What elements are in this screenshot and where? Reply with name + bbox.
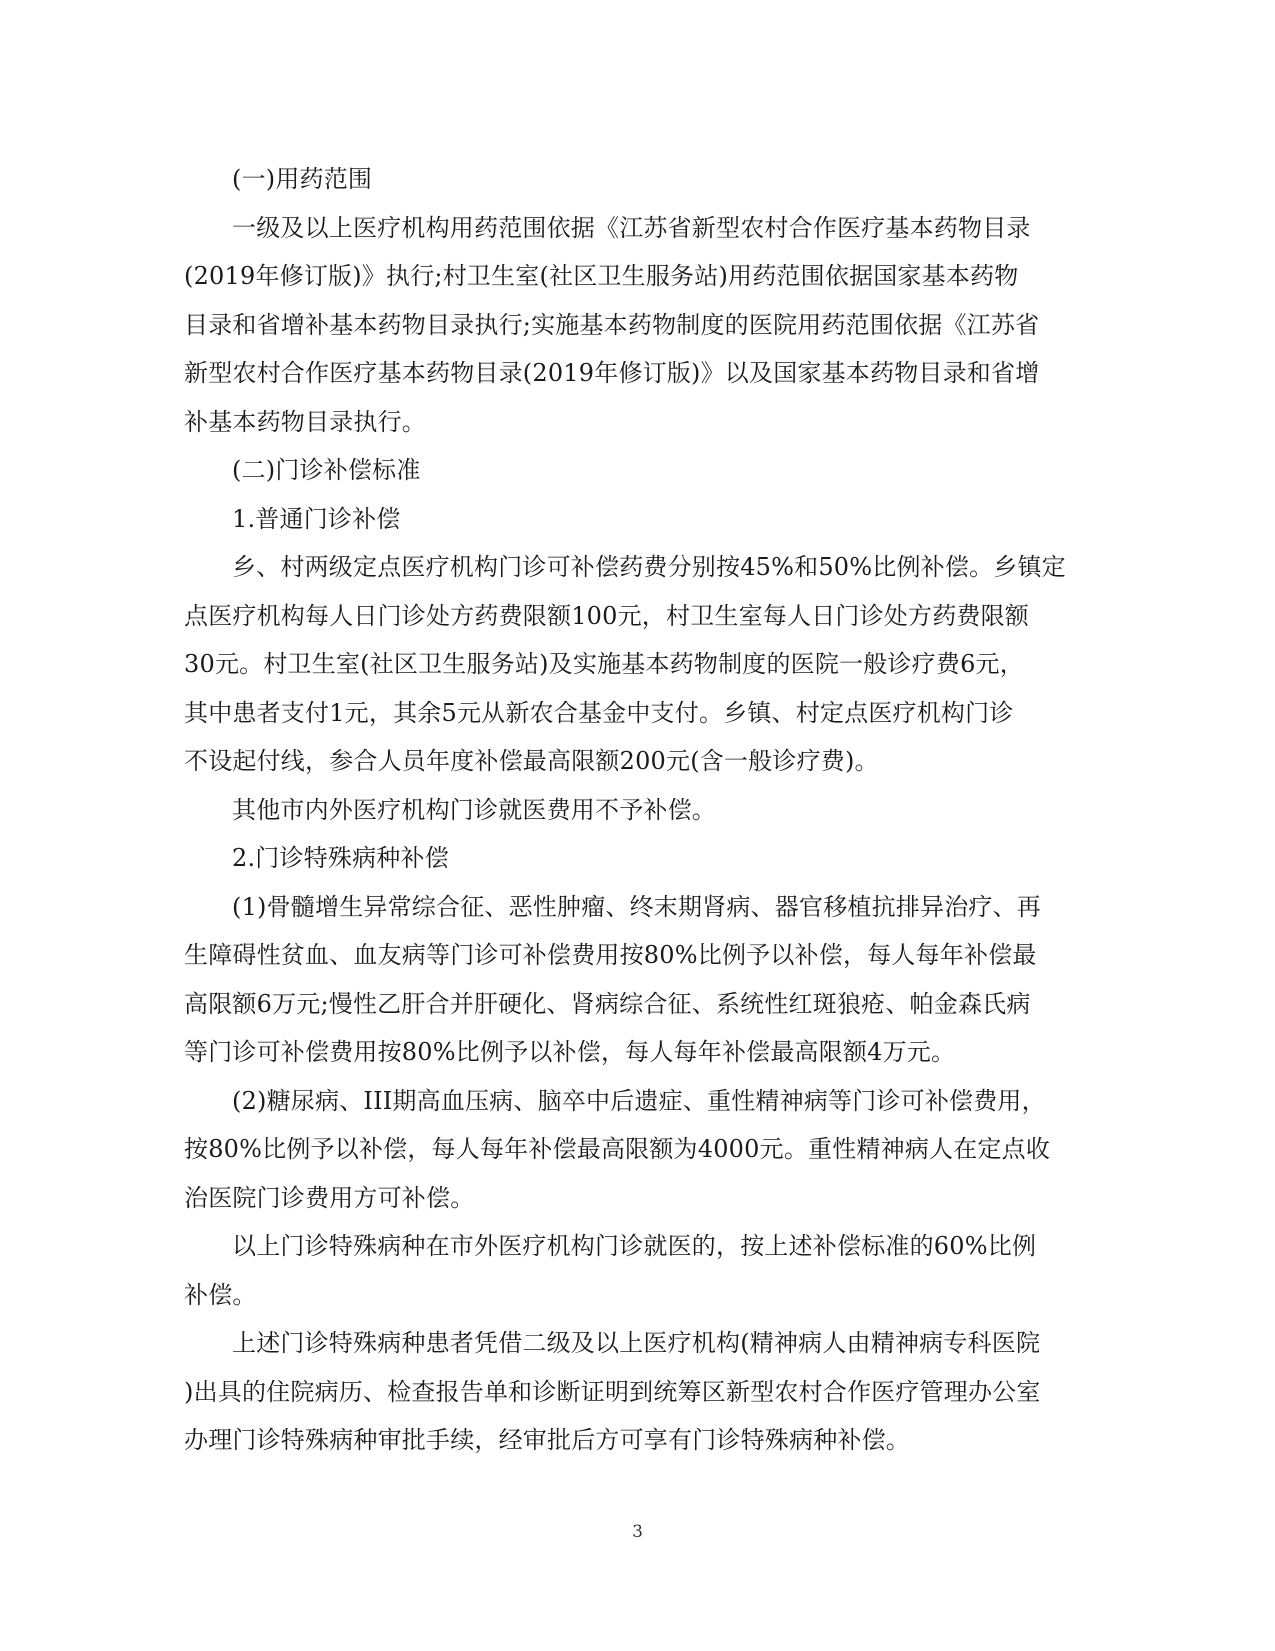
text-line: 以上门诊特殊病种在市外医疗机构门诊就医的，按上述补偿标准的60%比例	[232, 1232, 1037, 1260]
text-line: 其他市内外医疗机构门诊就医费用不予补偿。	[232, 795, 716, 824]
text-line: 等门诊可补偿费用按80%比例予以补偿，每人每年补偿最高限额4万元。	[184, 1038, 956, 1066]
text-line: 高限额6万元;慢性乙肝合并肝硬化、肾病综合征、系统性红斑狼疮、帕金森氏病	[184, 989, 1031, 1018]
text-line: 1.普通门诊补偿	[232, 504, 401, 533]
page-number: 3	[632, 1522, 643, 1542]
text-line: (二)门诊补偿标准	[232, 456, 421, 484]
text-line: 补偿。	[184, 1280, 257, 1309]
text-line: (一)用药范围	[232, 165, 373, 193]
text-line: 其中患者支付1元，其余5元从新农合基金中支付。乡镇、村定点医疗机构门诊	[184, 698, 1014, 727]
text-line: (1)骨髓增生异常综合征、恶性肿瘤、终末期肾病、器官移植抗排异治疗、再	[232, 892, 1041, 921]
text-line: 2.门诊特殊病种补偿	[232, 844, 449, 872]
text-line: 治医院门诊费用方可补偿。	[184, 1183, 475, 1212]
text-line: 生障碍性贫血、血友病等门诊可补偿费用按80%比例予以补偿，每人每年补偿最	[184, 941, 1037, 969]
text-line: 乡、村两级定点医疗机构门诊可补偿药费分别按45%和50%比例补偿。乡镇定	[232, 553, 1066, 581]
document-body	[184, 155, 1064, 1465]
text-line: 30元。村卫生室(社区卫生服务站)及实施基本药物制度的医院一般诊疗费6元，	[184, 650, 1024, 678]
text-line: (2019年修订版)》执行;村卫生室(社区卫生服务站)用药范围依据国家基本药物	[184, 262, 1019, 290]
text-line: 新型农村合作医疗基本药物目录(2019年修订版)》以及国家基本药物目录和省增	[184, 359, 1040, 387]
text-line: 按80%比例予以补偿，每人每年补偿最高限额为4000元。重性精神病人在定点收	[184, 1135, 1051, 1163]
text-line: )出具的住院病历、检查报告单和诊断证明到统筹区新型农村合作医疗管理办公室	[184, 1377, 1041, 1406]
text-line: 不设起付线，参合人员年度补偿最高限额200元(含一般诊疗费)。	[184, 747, 879, 775]
text-line: 目录和省增补基本药物目录执行;实施基本药物制度的医院用药范围依据《江苏省	[184, 310, 1040, 339]
text-line: 办理门诊特殊病种审批手续，经审批后方可享有门诊特殊病种补偿。	[184, 1426, 910, 1454]
text-line: 点医疗机构每人日门诊处方药费限额100元，村卫生室每人日门诊处方药费限额	[184, 601, 1030, 630]
text-line: 一级及以上医疗机构用药范围依据《江苏省新型农村合作医疗基本药物目录	[232, 213, 1031, 242]
text-line: 补基本药物目录执行。	[184, 407, 426, 436]
text-line: 上述门诊特殊病种患者凭借二级及以上医疗机构(精神病人由精神病专科医院	[232, 1329, 1041, 1357]
text-line: (2)糖尿病、III期高血压病、脑卒中后遗症、重性精神病等门诊可补偿费用，	[232, 1086, 1046, 1115]
